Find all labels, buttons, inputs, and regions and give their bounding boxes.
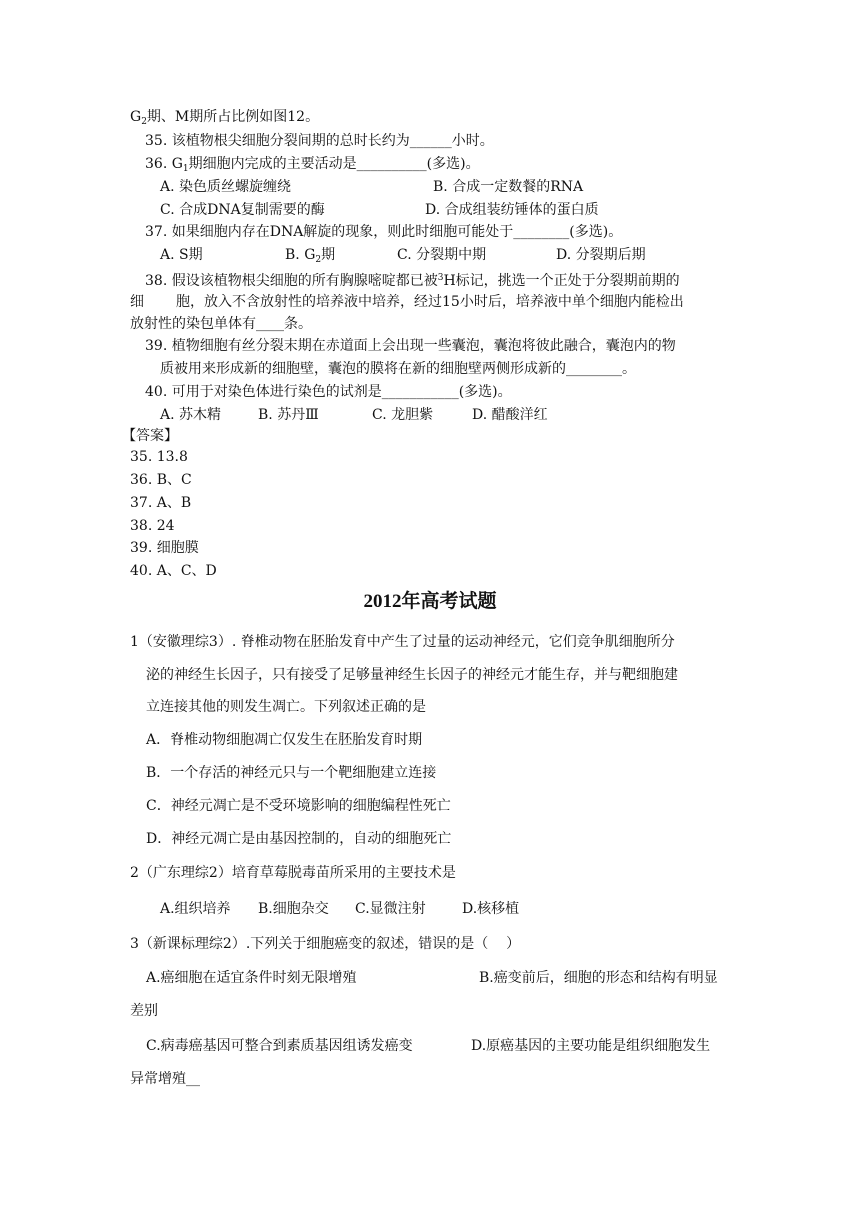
question-38-line-2a: 细 bbox=[130, 294, 144, 310]
question-39-line-1: 39. 植物细胞有丝分裂末期在赤道面上会出现一些囊泡，囊泡将彼此融合，囊泡内的物 bbox=[145, 338, 676, 354]
answer-header: 【答案】 bbox=[122, 428, 178, 444]
answer-39: 39. 细胞膜 bbox=[130, 540, 199, 556]
question-38-line-3: 放射性的染包单体有____条。 bbox=[130, 316, 312, 332]
answer-38: 38. 24 bbox=[130, 518, 175, 534]
q36-option-c: C. 合成DNA复制需要的酶 bbox=[160, 202, 325, 218]
q3-option-a: A.癌细胞在适宜条件时刻无限增殖 bbox=[146, 970, 357, 986]
q2-option-a: A.组织培养 bbox=[160, 901, 231, 917]
q2-option-b: B.细胞杂交 bbox=[258, 901, 329, 917]
q37-option-b: B. $G_2$期 bbox=[285, 247, 336, 265]
answer-40: 40. A、C、D bbox=[130, 563, 217, 579]
q36-option-a: A. 染色质丝螺旋缠绕 bbox=[160, 179, 292, 195]
question-35: 35. 该植物根尖细胞分裂间期的总时长约为______小时。 bbox=[145, 133, 494, 149]
q1-line-3: 立连接其他的则发生凋亡。下列叙述正确的是 bbox=[146, 699, 426, 715]
q40-option-b: B. 苏丹Ⅲ bbox=[258, 407, 319, 423]
q37-option-c: C. 分裂期中期 bbox=[397, 247, 487, 263]
q1-option-d: D．神经元凋亡是由基因控制的，自动的细胞死亡 bbox=[146, 831, 452, 847]
question-40: 40. 可用于对染色体进行染色的试剂是___________(多选)。 bbox=[145, 384, 512, 400]
answer-35: 35. 13.8 bbox=[130, 449, 188, 465]
q2-stem: 2（广东理综2）培育草莓脱毒苗所采用的主要技术是 bbox=[130, 865, 456, 881]
q2-option-c: C.显微注射 bbox=[355, 901, 426, 917]
q2-option-d: D.核移植 bbox=[462, 901, 520, 917]
question-36: 36. $G_1$期细胞内完成的主要活动是__________(多选)。 bbox=[145, 156, 480, 174]
q1-option-a: A．脊椎动物细胞凋亡仅发生在胚胎发育时期 bbox=[146, 732, 423, 748]
q3-option-c: C.病毒癌基因可整合到素质基因组诱发癌变 bbox=[146, 1038, 413, 1054]
q1-line-1: 1（安徽理综3）. 脊椎动物在胚胎发育中产生了过量的运动神经元，它们竞争肌细胞所分 bbox=[130, 634, 675, 650]
q3-option-b-cont: 差别 bbox=[130, 1003, 158, 1019]
question-38-line-2b: 胞，放入不含放射性的培养液中培养，经过15小时后，培养液中单个细胞内能检出 bbox=[176, 294, 684, 310]
question-38-line-1: 38. 假设该植物根尖细胞的所有胸腺嘧啶都已被$^3$H标记，挑选一个正处于分裂期前期的 bbox=[145, 273, 680, 289]
answer-36: 36. B、C bbox=[130, 472, 192, 488]
q40-option-c: C. 龙胆紫 bbox=[372, 407, 434, 423]
q1-line-2: 泌的神经生长因子，只有接受了足够量神经生长因子的神经元才能生存，并与靶细胞建 bbox=[146, 667, 678, 683]
q40-option-a: A. 苏木精 bbox=[160, 407, 222, 423]
q36-option-b: B. 合成一定数餐的RNA bbox=[433, 179, 584, 195]
q1-option-b: B．一个存活的神经元只与一个靶细胞建立连接 bbox=[146, 765, 437, 781]
section-title: 2012年高考试题 bbox=[363, 591, 497, 612]
question-37: 37. 如果细胞内存在DNA解旋的现象，则此时细胞可能处于________(多选)。 bbox=[145, 224, 623, 240]
question-39-line-2: 质被用来形成新的细胞壁，囊泡的膜将在新的细胞壁两侧形成新的________。 bbox=[160, 361, 636, 377]
q3-stem: 3（新课标理综2）.下列关于细胞癌变的叙述，错误的是（ ） bbox=[130, 936, 521, 952]
q3-option-b: B.癌变前后，细胞的形态和结构有明显 bbox=[479, 970, 718, 986]
q37-option-d: D. 分裂期后期 bbox=[556, 247, 646, 263]
intro-line: $G_2$期、M期所占比例如图12。 bbox=[130, 109, 320, 127]
q37-option-a: A. S期 bbox=[160, 247, 203, 263]
q36-option-d: D. 合成组装纺锤体的蛋白质 bbox=[425, 202, 599, 218]
q3-option-d-cont: 异常增殖__ bbox=[130, 1071, 200, 1087]
answer-37: 37. A、B bbox=[130, 495, 192, 511]
q40-option-d: D. 醋酸洋红 bbox=[472, 407, 548, 423]
q1-option-c: C．神经元凋亡是不受环境影响的细胞编程性死亡 bbox=[146, 798, 451, 814]
q3-option-d: D.原癌基因的主要功能是组织细胞发生 bbox=[471, 1038, 711, 1054]
